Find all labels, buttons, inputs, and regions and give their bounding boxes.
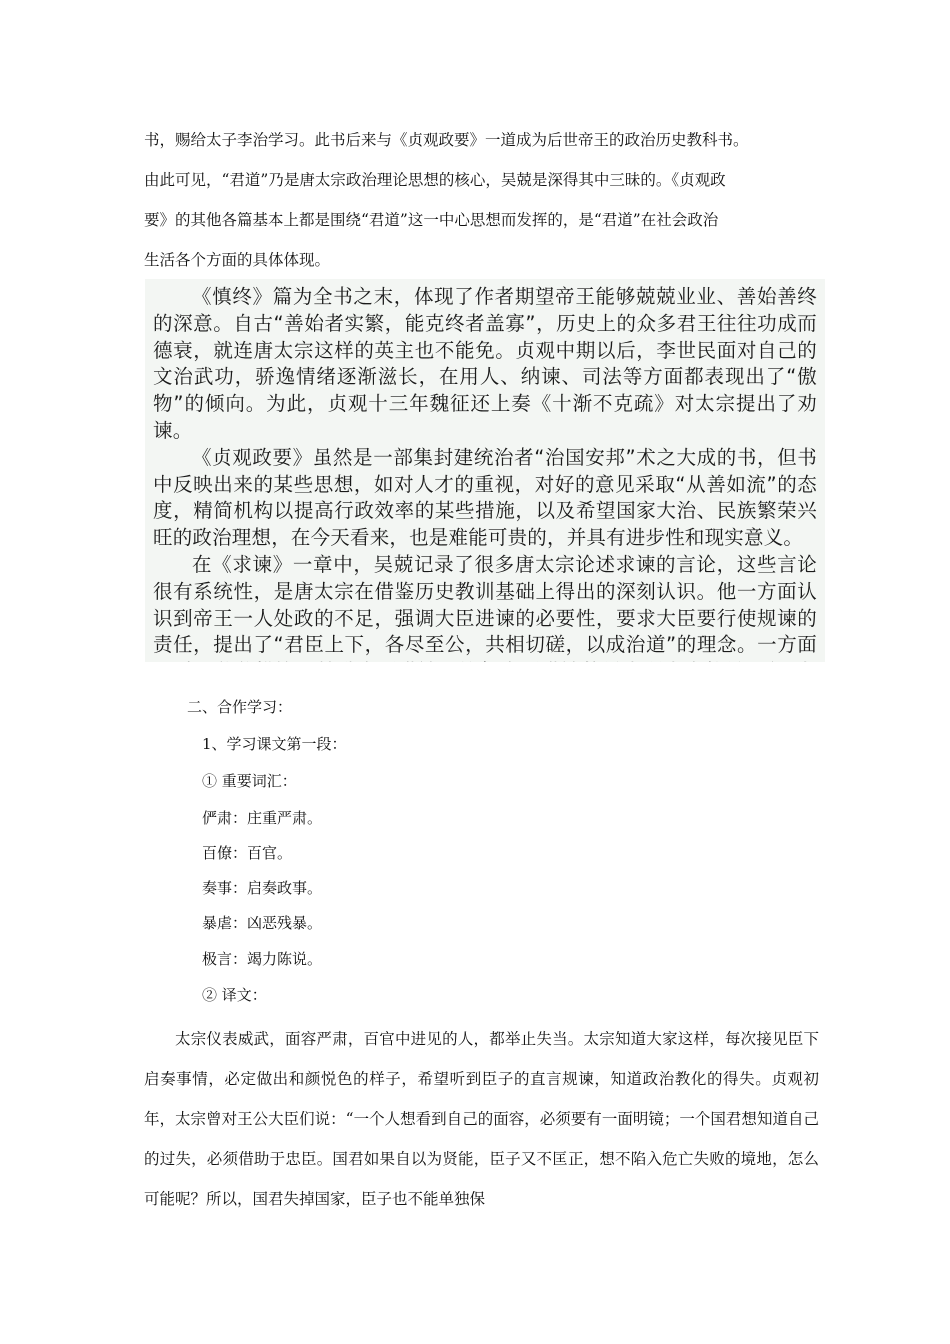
scan-paragraph-shenzhong: 《慎终》篇为全书之末，体现了作者期望帝王能够兢兢业业、善始善终的深意。自古“善始者实繁，能克终者盖寡”，历史上的众多君王往往功成而德衰，就连唐太宗这样的英主也不能免。贞观中期以后，李世民面对自己的文治武功，骄逸情绪逐渐滋长，在用人、纳谏、司法等方面都表现出了“傲物”的倾向。为此，贞观十三年魏征还上奏《十渐不克疏》对太宗提出了劝谏。 <box>153 285 817 442</box>
translation-title: ② 译文： <box>202 986 267 1004</box>
intro-paragraph <box>144 120 824 280</box>
vocab-item: 暴虐：凶恶残暴。 <box>202 914 323 932</box>
scan-paragraph-zhenguan: 《贞观政要》虽然是一部集封建统治者“治国安邦”术之大成的书，但书中反映出来的某些思想，如对人才的重视，对好的意见采取“从善如流”的态度，精简机构以提高行政效率的某些措施，以及希望国家大治、民族繁荣兴旺的政治理想，在今天看来，也是难能可贵的，并具有进步性和现实意义。 <box>153 445 817 550</box>
intro-line: 生活各个方面的具体体现。 <box>144 251 331 269</box>
section-subheading: 1、学习课文第一段： <box>202 735 347 753</box>
vocab-item: 俨肃：庄重严肃。 <box>202 809 323 827</box>
translation-paragraph: 太宗仪表威武，面容严肃，百官中进见的人，都举止失当。太宗知道大家这样，每次接见臣下启奏事情，必定做出和颜悦色的样子，希望听到臣子的直言规谏，知道政治教化的得失。贞观初年，太宗曾对王公大臣们说：“一个人想看到自己的面容，必须要有一面明镜；一个国君想知道自己的过失，必须借助于忠臣。国君如果自以为贤能，臣子又不匡正，想不陷入危亡失败的境地，怎么可能呢？所以，国君失掉国家，臣子也不能单独保 <box>144 1030 819 1208</box>
vocab-item: 百僚：百官。 <box>202 844 293 862</box>
vocab-item: 极言：竭力陈说。 <box>202 950 323 968</box>
intro-line: 书，赐给太子李治学习。此书后来与《贞观政要》一道成为后世帝王的政治历史教科书。 <box>144 131 749 149</box>
vocab-item: 奏事：启奏政事。 <box>202 879 323 897</box>
vocab-title: ① 重要词汇： <box>202 772 297 790</box>
intro-line: 要》的其他各篇基本上都是围绕“君道”这一中心思想而发挥的，是“君道”在社会政治 <box>144 211 719 229</box>
intro-line: 由此可见，“君道”乃是唐太宗政治理论思想的核心，吴兢是深得其中三昧的。《贞观政 <box>144 171 726 189</box>
section-heading: 二、合作学习： <box>187 698 293 716</box>
scan-paragraph-qiujian: 在《求谏》一章中，吴兢记录了很多唐太宗论述求谏的言论，这些言论很有系统性，是唐太宗在借鉴历史教训基础上得出的深刻认识。他一方面认识到帝王一人处政的不足，强调大臣进谏的必要性，要求大臣要行使规谏的责任，提出了“君臣上下，各尽至公，共相切磋，以成治道”的理念。一方面 <box>153 552 817 657</box>
scanned-text-image <box>145 279 825 662</box>
